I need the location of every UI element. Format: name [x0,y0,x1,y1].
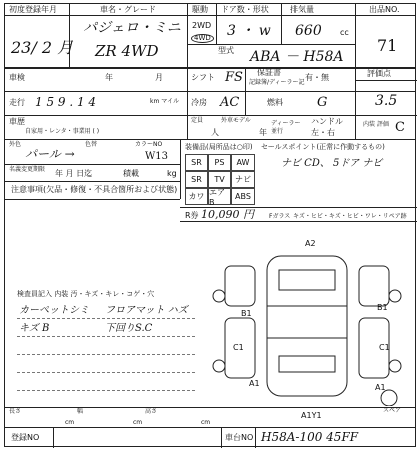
rule [180,221,417,222]
drive-value: 2WD [192,21,212,30]
rule [17,336,195,337]
equipment-cell: ナビ [231,171,255,188]
lot-label: 出品NO. [369,5,400,14]
first-reg-value: 23/ 2 月 [11,38,74,57]
mileage-unit: km マイル [150,98,180,105]
rule [180,139,181,199]
damage-mark: C1 [233,343,244,352]
equipment-cell: SR [185,154,208,171]
rule [5,115,415,116]
damage-mark: B1 [241,309,252,318]
interior-value: C [395,120,405,135]
drive-circled: 4WD [191,34,214,43]
rule [180,207,417,208]
capacity-unit: 人 [211,128,219,137]
damage-mark: A1 [375,383,386,392]
rule [5,164,180,165]
drive-label: 駆動 [192,5,208,14]
lot-value: 71 [377,36,398,55]
color-no-label: カラーNO [135,141,163,148]
history-label: 車歴 [9,117,25,126]
inspector-line1: カーペットシミ [19,305,89,316]
rule [281,4,282,44]
recycle-label: R券 [185,211,199,220]
rule [216,4,217,44]
displacement-label: 排気量 [290,5,314,14]
rule [355,4,356,139]
fuel-label: 燃料 [267,98,283,107]
inspector-line2: キズ B [19,323,50,334]
equipment-cell: SR [185,171,208,188]
equipment-cell: AW [231,154,255,171]
month-unit: 月 [155,73,163,82]
orig-color-label: 色替 [85,141,98,148]
rule [17,318,195,319]
damage-mark: B1 [377,303,388,312]
width-unit: cm [133,419,143,426]
shift-label: シフト [191,73,215,82]
color-value: パール → [25,147,75,161]
rule [355,115,417,116]
warranty-sub: 記録簿/ディーラー記 [249,79,305,86]
glass-value: キズ・ヒビ・キズ・ヒビ・ワレ・リペア跡 [293,213,407,220]
change-units: 年 月 日迄 [55,169,93,178]
equipment-cell: エアB [208,188,231,205]
rule [5,15,415,16]
handle-value: 左・右 [311,128,335,137]
loading-label: 積載 [123,169,139,178]
damage-mark: A1Y1 [301,411,322,420]
height-unit: cm [201,419,211,426]
rule [5,67,415,69]
width-label: 幅 [77,408,84,415]
warranty-label: 保証書 [257,68,281,77]
rule [5,427,415,428]
history-sub: 自家用・レンタ・事業用 ( ) [25,128,100,135]
recycle-value: 10,090 円 [201,208,254,221]
warranty-value: 有・無 [305,73,329,82]
doors-value: 3 ・ w [227,23,271,39]
rule [5,139,415,140]
inspector-line1b: フロアマット ハズ [105,305,188,316]
ac-value: AC [220,95,240,110]
rule [5,199,180,200]
equipment-cell: TV [208,171,231,188]
loading-unit: kg [167,169,177,178]
car-name-label: 車名・グレード [100,5,156,14]
length-unit: cm [65,419,75,426]
car-damage-diagram [205,226,415,406]
reg-no-label: 登録NO [11,433,40,442]
model-label: 型式 [218,46,234,55]
rule [17,354,195,355]
rule [245,67,246,115]
mileage-value: 1 5 9 . 1 4 [35,95,97,109]
mileage-label: 走行 [9,98,25,107]
doors-label: ドア数・形状 [221,5,269,14]
spare-label: スペア [383,407,402,414]
score-label: 評価点 [367,69,391,78]
rule [53,427,54,448]
ext-model-unit: 年 [259,128,267,137]
equipment-label: 装備品(局所品は○印) [185,143,253,151]
handle-label: ハンドル [311,117,343,126]
rule [187,44,355,45]
chassis-label: 車台NO [225,433,254,442]
sales-point-label: セールスポイント(正常に作動するもの) [261,143,385,151]
inspection-sheet [4,3,416,447]
color-label: 外色 [9,141,22,148]
grade-value: ZR 4WD [95,42,159,60]
first-reg-label: 初度登録年月 [9,5,57,14]
rule [221,427,222,448]
rule [69,4,70,67]
equipment-cell: ABS [231,188,255,205]
length-label: 長さ [9,408,22,415]
interior-label: 内装 評価 [363,121,389,128]
rule [17,390,195,391]
chassis-value: H58A-100 45FF [261,430,359,444]
car-name-value: パジェロ・ミニ [83,20,181,36]
inspector-label: 検査員記入 内装 汚・キズ・キレ・コゲ・穴 [17,290,155,298]
inspector-line2b: 下回りS.C [105,323,153,334]
rule [355,80,417,81]
height-label: 高さ [145,408,158,415]
rule [5,91,415,92]
equipment-cell: PS [208,154,231,171]
model-value: ABA － H58A [250,49,344,65]
change-label: 名義変更期限 [9,166,46,173]
rule [5,407,415,408]
displacement-unit: cc [340,28,349,37]
notes-label: 注意事項(欠品・修復・不具合箇所および状態) [11,185,178,194]
displacement-value: 660 [295,23,322,39]
rule [5,181,180,182]
rule [17,372,195,373]
fuel-value: G [317,95,328,110]
score-value: 3.5 [375,93,398,109]
ac-label: 冷房 [191,98,207,107]
damage-mark: C1 [379,343,390,352]
rule [255,427,256,448]
color-no-value: W13 [145,151,169,162]
ext-model-label: 外車モデル [221,117,251,124]
capacity-label: 定員 [191,117,204,124]
shift-value: FS [225,70,243,85]
rule [187,4,188,139]
shaken-label: 車検 [9,73,25,82]
sales-point-value: ナビ CD、 5ドア ナビ [281,158,383,169]
dealer-label: ディーラー 並行 [271,120,301,135]
year-unit: 年 [105,73,113,82]
damage-mark: A1 [249,379,260,388]
damage-mark: A2 [305,239,316,248]
glass-label: Fガラス [269,213,291,220]
equipment-cell: カワ [185,188,208,205]
